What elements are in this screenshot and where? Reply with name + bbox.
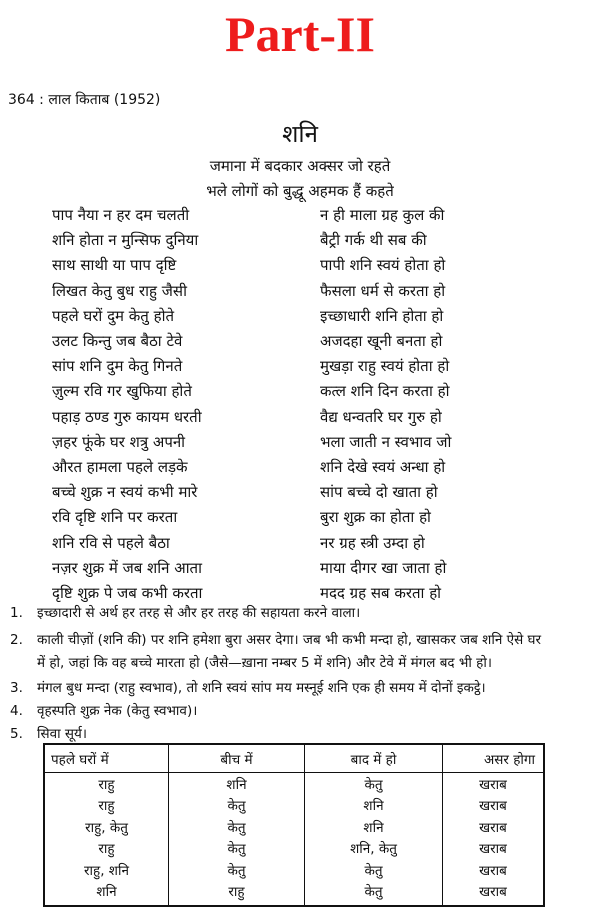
- poem-intro-line: जमाना में बदकार अक्सर जो रहते: [209, 157, 391, 175]
- table-row: [44, 881, 544, 907]
- table-cell: शनि: [305, 816, 443, 838]
- footnote: [10, 629, 541, 651]
- couplet-right-line: बुरा शुक्र का होता हो: [320, 508, 431, 527]
- table-row: [44, 838, 544, 860]
- couplet-left-line: औरत हामला पहले लड़के: [52, 458, 188, 476]
- table-row: [44, 816, 544, 838]
- running-head: 364 : लाल किताब (1952): [8, 92, 161, 108]
- couplet-right-line: इच्छाधारी शनि होता हो: [320, 306, 444, 325]
- table-cell: केतु: [305, 881, 443, 907]
- table-cell: खराब: [443, 881, 545, 907]
- couplet-right-line: मुखड़ा राहु स्वयं होता हो: [320, 357, 450, 376]
- table-header: बीच में: [169, 744, 305, 773]
- footnote-text: वृहस्पति शुक्र नेक (केतु स्वभाव)।: [37, 703, 198, 719]
- table-header: बाद में हो: [305, 744, 443, 773]
- couplet-left-line: नज़र शुक्र में जब शनि आता: [52, 558, 202, 577]
- couplet-left-line: सांप शनि दुम केतु गिनते: [52, 357, 183, 376]
- table-cell: राहु, केतु: [44, 816, 169, 838]
- table-cell: खराब: [443, 773, 545, 795]
- table-cell: केतु: [169, 816, 305, 838]
- table-cell: खराब: [443, 795, 545, 817]
- couplet-right-line: सांप बच्चे दो खाता हो: [320, 483, 438, 502]
- table-cell: खराब: [443, 838, 545, 860]
- couplet-right-line: न ही माला ग्रह कुल की: [320, 206, 445, 224]
- footnote-number: 1.: [10, 605, 23, 621]
- table-row: [44, 859, 544, 881]
- footnote-text: इच्छादारी से अर्थ हर तरह से और हर तरह की सहायता करने वाला।: [37, 605, 361, 621]
- table-cell: शनि: [44, 881, 169, 907]
- footnote-number: 3.: [10, 680, 23, 696]
- couplet-left-line: लिखत केतु बुध राहु जैसी: [52, 281, 187, 300]
- table-cell: केतु: [169, 795, 305, 817]
- table-header: पहले घरों में: [44, 744, 169, 773]
- table-cell: शनि, केतु: [305, 838, 443, 860]
- couplet-left-line: पहले घरों दुम केतु होते: [52, 306, 175, 325]
- table-cell: राहु: [44, 838, 169, 860]
- footnote-number: 5.: [10, 726, 23, 742]
- table-cell: खराब: [443, 816, 545, 838]
- footnote-text: मंगल बुध मन्दा (राहु स्वभाव), तो शनि स्वयं सांप मय मस्नूई शनि एक ही समय में दोनों इकट्ठे।: [37, 680, 486, 696]
- couplet-left-line: ज़ुल्म रवि गर खुफिया होते: [52, 382, 192, 401]
- couplet-right-line: शनि देखे स्वयं अन्धा हो: [320, 458, 446, 476]
- table-cell: राहु: [169, 881, 305, 907]
- couplet-right-line: मदद ग्रह सब करता हो: [320, 584, 442, 602]
- footnote-number: 2.: [10, 632, 23, 648]
- couplet-right-line: फैसला धर्म से करता हो: [320, 281, 446, 300]
- table-cell: राहु, शनि: [44, 859, 169, 881]
- footnote: [10, 602, 360, 624]
- table-cell: केतु: [169, 838, 305, 860]
- table-header-row: [44, 744, 544, 773]
- poem-title: शनि: [282, 120, 318, 148]
- couplet-left-line: रवि दृष्टि शनि पर करता: [52, 508, 178, 527]
- table-cell: राहु: [44, 795, 169, 817]
- couplet-right-line: अजदहा खूनी बनता हो: [320, 332, 443, 350]
- couplet-left-line: शनि होता न मुन्सिफ दुनिया: [52, 231, 199, 250]
- table-cell: केतु: [305, 773, 443, 795]
- couplet-right-line: बैट्री गर्क थी सब की: [320, 231, 427, 250]
- table-row: [44, 773, 544, 795]
- effect-table: [43, 743, 545, 907]
- couplet-left-line: बच्चे शुक्र न स्वयं कभी मारे: [52, 483, 198, 502]
- couplet-right-line: भला जाती न स्वभाव जो: [320, 432, 452, 451]
- table-cell: केतु: [169, 859, 305, 881]
- table-cell: शनि: [169, 773, 305, 795]
- couplet-left-line: उलट किन्तु जब बैठा टेवे: [52, 332, 183, 350]
- couplet-left-line: ज़हर फूंके घर शत्रु अपनी: [52, 432, 186, 451]
- table-header: असर होगा: [443, 744, 545, 773]
- couplet-left-line: पाप नैया न हर दम चलती: [52, 206, 190, 224]
- table-cell: खराब: [443, 859, 545, 881]
- part-title: Part-II: [225, 6, 375, 62]
- footnote: [10, 723, 87, 745]
- footnote-text: सिवा सूर्य।: [37, 726, 87, 742]
- couplet-right-line: नर ग्रह स्त्री उम्दा हो: [320, 533, 425, 552]
- footnote-number: 4.: [10, 703, 23, 719]
- footnote-text: काली चीज़ों (शनि की) पर शनि हमेशा बुरा असर देगा। जब भी कभी मन्दा हो, खासकर जब शनि ऐसे घर: [37, 632, 542, 648]
- poem-intro-line: भले लोगों को बुद्धू अहमक हैं कहते: [206, 182, 394, 200]
- couplet-left-line: शनि रवि से पहले बैठा: [52, 533, 170, 552]
- table-cell: राहु: [44, 773, 169, 795]
- couplet-right-line: माया दीगर खा जाता हो: [320, 558, 447, 577]
- table-row: [44, 795, 544, 817]
- table-cell: शनि: [305, 795, 443, 817]
- couplet-left-line: साथ साथी या पाप दृष्टि: [52, 256, 177, 275]
- footnote: [10, 700, 197, 722]
- table-cell: केतु: [305, 859, 443, 881]
- footnote-text-continued: में हो, जहां कि वह बच्चे मारता हो (जैसे—ख़ाना नम्बर 5 में शनि) और टेवे में मंगल बद भी हो।: [37, 655, 492, 671]
- couplet-right-line: वैद्य धन्वतरि घर गुरु हो: [320, 407, 442, 426]
- couplet-left-line: पहाड़ ठण्ड गुरु कायम धरती: [52, 407, 202, 426]
- footnote: [10, 677, 486, 699]
- couplet-left-line: दृष्टि शुक्र पे जब कभी करता: [52, 584, 203, 602]
- couplet-right-line: कत्ल शनि दिन करता हो: [320, 382, 450, 401]
- couplet-right-line: पापी शनि स्वयं होता हो: [320, 256, 446, 275]
